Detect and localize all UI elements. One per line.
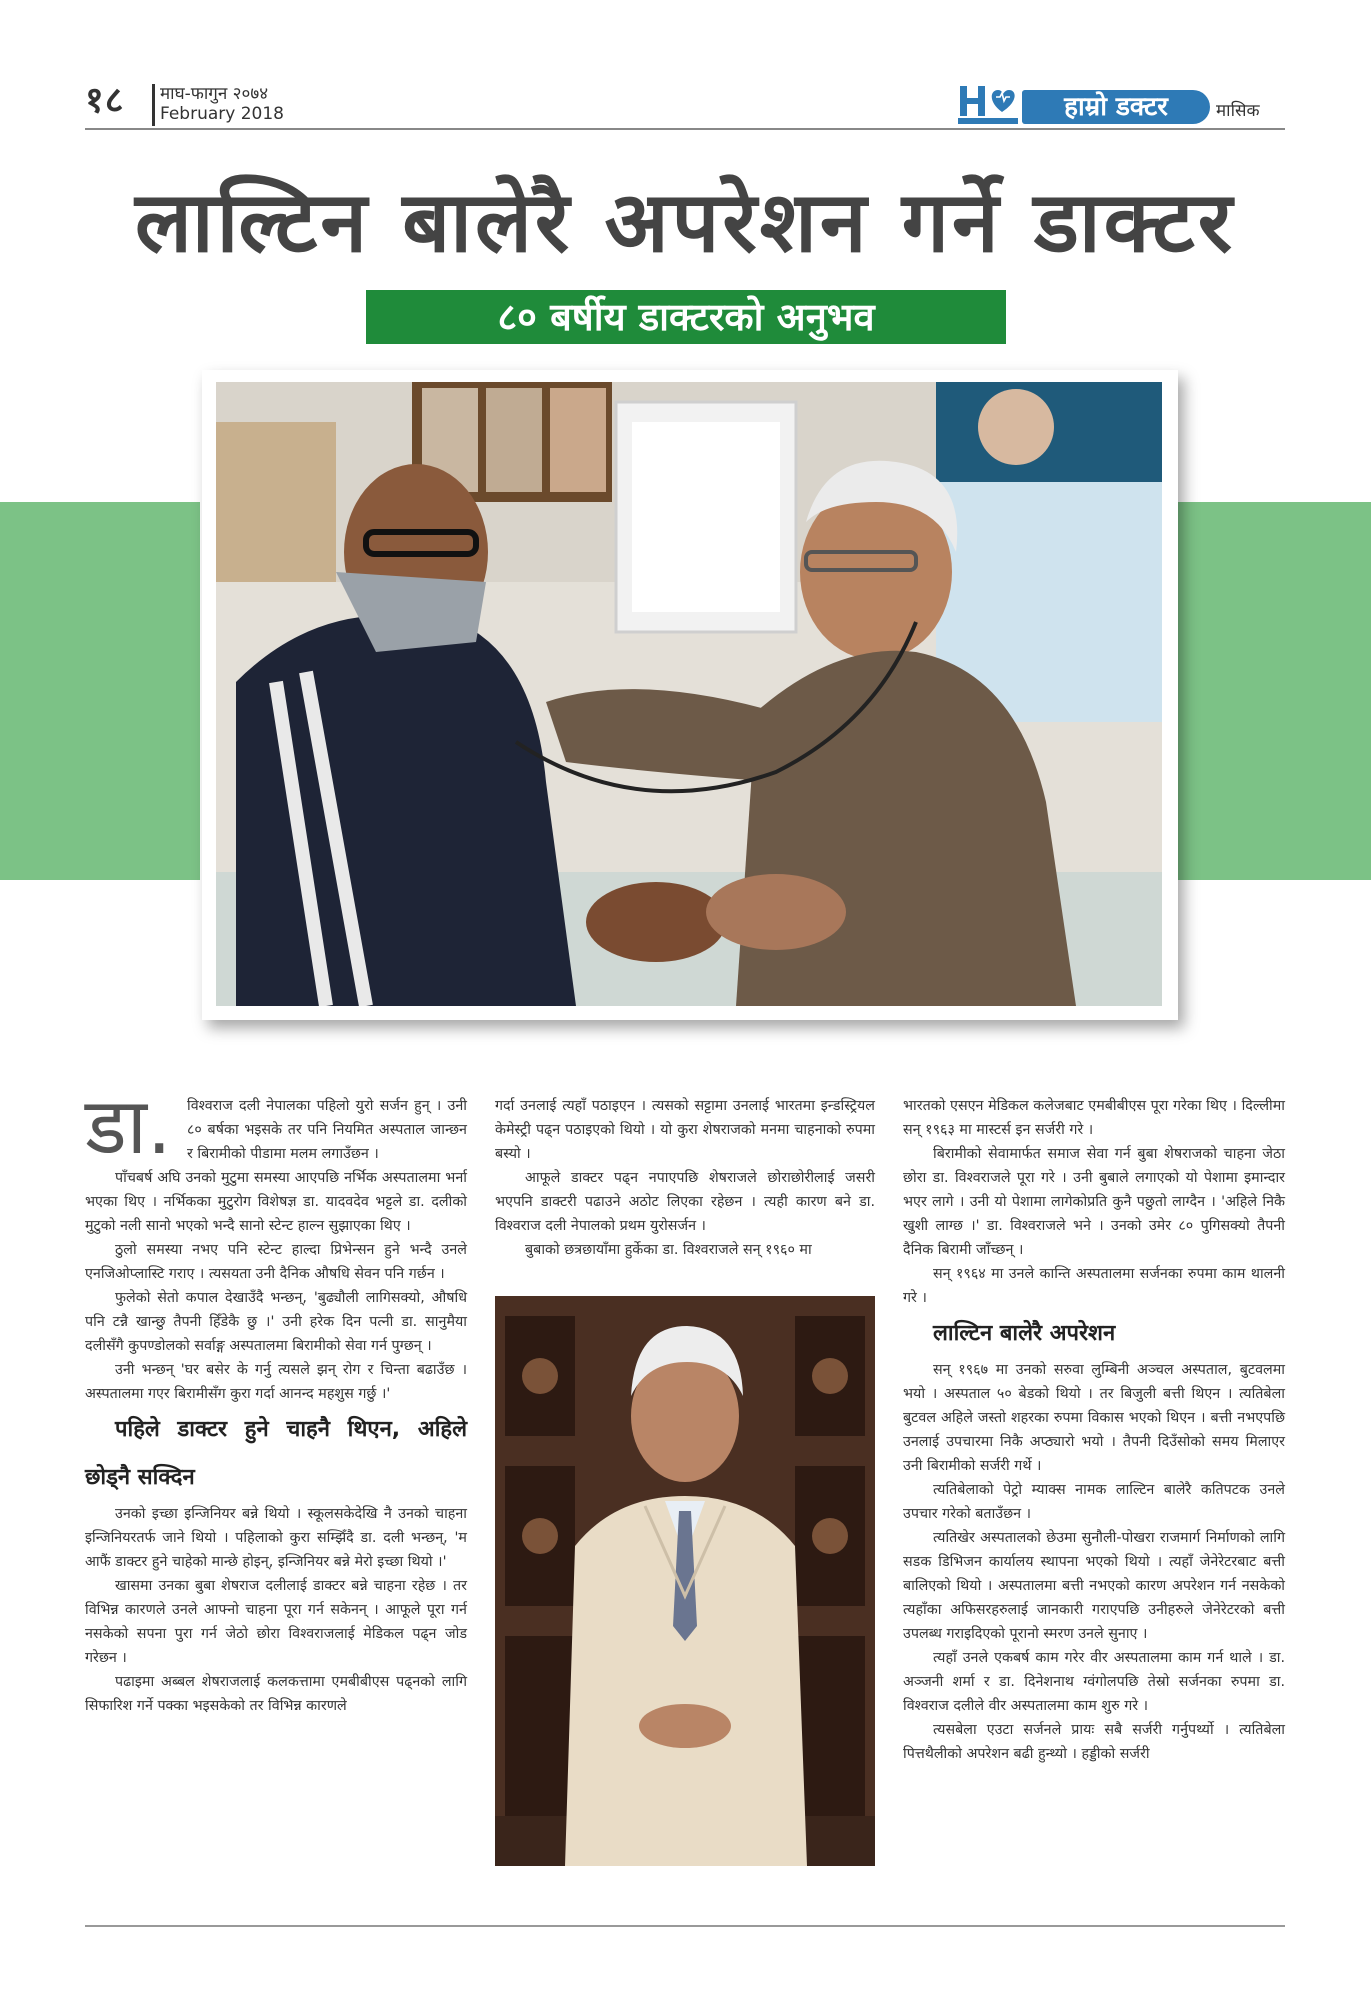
paragraph: विश्वराज दली नेपालका पहिलो युरो सर्जन हुन् । उनी ८० बर्षका भइसके तर पनि नियमित अस्पताल जान्छन र बिरामीको पीडामा मलम लगाउँछन ।	[187, 1098, 467, 1162]
page-number: १८	[85, 80, 125, 121]
article-column-2	[495, 1094, 875, 1262]
paragraph: सन् १९६७ मा उनको सरुवा लुम्बिनी अञ्चल अस्पताल, बुटवलमा भयो । अस्पताल ५० बेडको थियो । तर बिजुली बत्ती थिएन । त्यतिबेला बुटवल अहिले जस्तो शहरका रुपमा विकास भएको थिएन । बत्ती नभएपछि उनलाई उपचारमा निकै अप्ठ्यारो भयो । तैपनी दिउँसोको समय मिलाएर उनी बिरामीको सर्जरी गर्थे ।	[903, 1362, 1285, 1474]
paragraph: त्यसबेला एउटा सर्जनले प्रायः सबै सर्जरी गर्नुपर्थ्यो । त्यतिबेला पित्तथैलीको अपरेशन बढी हुन्थ्यो । हड्डीको सर्जरी	[903, 1722, 1285, 1762]
paragraph: उनी भन्छन् 'घर बसेर के गर्नु त्यसले झन् रोग र चिन्ता बढाउँछ । अस्पतालमा गएर बिरामीसँग कुरा गर्दा आनन्द महशुस गर्छु ।'	[85, 1362, 467, 1402]
paragraph: बिरामीको सेवामार्फत समाज सेवा गर्न बुबा शेषराजको चाहना जेठा छोरा डा. विश्वराजले पूरा गरे । उनी बुबाले लगाएको यो पेशामा इमान्दार भएर लागे । उनी यो पेशामा लागेकोप्रति कुनै पछुतो लाग्दैन । 'अहिले निकै खुशी लाग्छ ।' डा. विश्वराजले भने । उनको उमेर ८० पुगिसक्यो तैपनी दैनिक बिरामी जाँच्छन् ।	[903, 1146, 1285, 1258]
paragraph: खासमा उनका बुबा शेषराज दलीलाई डाक्टर बन्ने चाहना रहेछ । तर विभिन्न कारणले उनले आफ्नो चाहना पूरा गर्न सकेनन् । आफूले पूरा गर्न नसकेको सपना पुरा गर्न जेठो छोरा विश्वराजलाई मेडिकल पढ्न जोड गरेछन ।	[85, 1578, 467, 1666]
green-band-right	[1178, 502, 1371, 880]
article-column-3	[903, 1094, 1285, 1766]
paragraph: ठुलो समस्या नभए पनि स्टेन्ट हाल्दा प्रिभेन्सन हुने भन्दै उनले एनजिओप्लास्टि गराए । त्यसयता उनी दैनिक औषधि सेवन पनि गर्छन ।	[85, 1242, 467, 1282]
paragraph: पाँचबर्ष अघि उनको मुटुमा समस्या आएपछि नर्भिक अस्पतालमा भर्ना भएका थिए । नर्भिकका मुटुरोग विशेषज्ञ डा. यादवदेव भट्टले डा. दलीको मुटुको नली सानो भएको भन्दै सानो स्टेन्ट हाल्न सुझाएका थिए ।	[85, 1170, 467, 1234]
issue-date-english: February 2018	[160, 104, 284, 124]
hamro-doctor-logo-icon	[958, 82, 1020, 126]
main-photo-frame	[202, 370, 1178, 1020]
header-divider	[152, 84, 155, 126]
article-title: लाल्टिन बालेरै अपरेशन गर्ने डाक्टर	[134, 173, 1236, 271]
section-heading: लाल्टिन बालेरै अपरेशन	[933, 1321, 1116, 1346]
magazine-brand	[958, 82, 1288, 126]
doctor-examining-patient-photo	[216, 382, 1162, 1006]
paragraph: त्यतिबेलाको पेट्रो म्याक्स नामक लाल्टिन बालेरै कतिपटक उनले उपचार गरेको बताउँछन ।	[903, 1482, 1285, 1522]
brand-name: हाम्रो डक्टर	[1022, 90, 1210, 124]
paragraph: सन् १९६४ मा उनले कान्ति अस्पतालमा सर्जनका रुपमा काम थालनी गरे ।	[903, 1266, 1285, 1306]
article-column-1	[85, 1094, 467, 1718]
doctor-portrait-photo	[495, 1296, 875, 1866]
paragraph: भारतको एसएन मेडिकल कलेजबाट एमबीबीएस पूरा गरेका थिए । दिल्लीमा सन् १९६३ मा मास्टर्स इन सर्जरी गरे ।	[903, 1098, 1285, 1138]
issue-date-nepali: माघ-फागुन २०७४	[160, 84, 269, 104]
paragraph: त्यहाँ उनले एकबर्ष काम गरेर वीर अस्पतालमा काम गर्न थाले । डा. अञ्जनी शर्मा र डा. दिनेशनाथ ग्वंगोलपछि तेस्रो सर्जनका रुपमा डा. विश्वराज दलीले वीर अस्पतालमा काम शुरु गरे ।	[903, 1650, 1285, 1714]
green-band-left	[0, 502, 200, 880]
paragraph: बुबाको छत्रछायाँमा हुर्केका डा. विश्वराजले सन् १९६० मा	[525, 1242, 812, 1258]
brand-suffix: मासिक	[1216, 101, 1260, 121]
header-rule	[85, 128, 1285, 130]
drop-cap: डा.	[85, 1082, 172, 1172]
paragraph: उनको इच्छा इन्जिनियर बन्ने थियो । स्कूलसकेदेखि नै उनको चाहना इन्जिनियरतर्फ जाने थियो । पहिलाको कुरा सम्झिँदै डा. दली भन्छन्, 'म आफैं डाक्टर हुने चाहेको मान्छे होइन्, इन्जिनियर बन्ने मेरो इच्छा थियो ।'	[85, 1506, 467, 1570]
footer-rule	[85, 1925, 1285, 1927]
issue-date	[160, 84, 284, 124]
article-subtitle: ८० बर्षीय डाक्टरको अनुभव	[366, 290, 1006, 344]
section-heading: पहिले डाक्टर हुने चाहनै थिएन, अहिले छोड्नै सक्दिन	[85, 1417, 467, 1490]
paragraph: गर्दा उनलाई त्यहाँ पठाइएन । त्यसको सट्टामा उनलाई भारतमा इन्डस्ट्रियल केमेस्ट्री पढ्न पठाइएको थियो । यो कुरा शेषराजको मनमा चाहनाको रुपमा बस्यो ।	[495, 1098, 875, 1162]
paragraph: आफूले डाक्टर पढ्न नपाएपछि शेषराजले छोराछोरीलाई जसरी भएपनि डाक्टरी पढाउने अठोट लिएका रहेछन । त्यही कारण बने डा. विश्वराज दली नेपालको प्रथम युरोसर्जन ।	[495, 1170, 875, 1234]
paragraph: पढाइमा अब्बल शेषराजलाई कलकत्तामा एमबीबीएस पढ्नको लागि सिफारिश गर्ने पक्का भइसकेको तर विभिन्न कारणले	[85, 1674, 467, 1714]
portrait-photo	[495, 1296, 875, 1866]
paragraph: फुलेको सेतो कपाल देखाउँदै भन्छन्, 'बुढ्यौली लागिसक्यो, औषधि पनि टन्नै खान्छु तैपनी हिँडेकै छु ।' उनी हरेक दिन पत्नी डा. सानुमैया दलीसँगै कुपण्डोलको सर्वाङ्ग अस्पतालमा बिरामीको सेवा गर्न पुग्छन् ।	[85, 1290, 467, 1354]
paragraph: त्यतिखेर अस्पतालको छेउमा सुनौली-पोखरा राजमार्ग निर्माणको लागि सडक डिभिजन कार्यालय स्थापना भएको थियो । त्यहाँ जेनेरेटरबाट बत्ती बालिएको थियो । अस्पतालमा बत्ती नभएको कारण अपरेशन गर्न नसकेको त्यहाँका अफिसरहरुलाई जानकारी गराएपछि उनीहरुले जेनेरेटरको बत्ती उपलब्ध गराइदिएको पूरानो स्मरण उनले सुनाए ।	[903, 1530, 1285, 1642]
